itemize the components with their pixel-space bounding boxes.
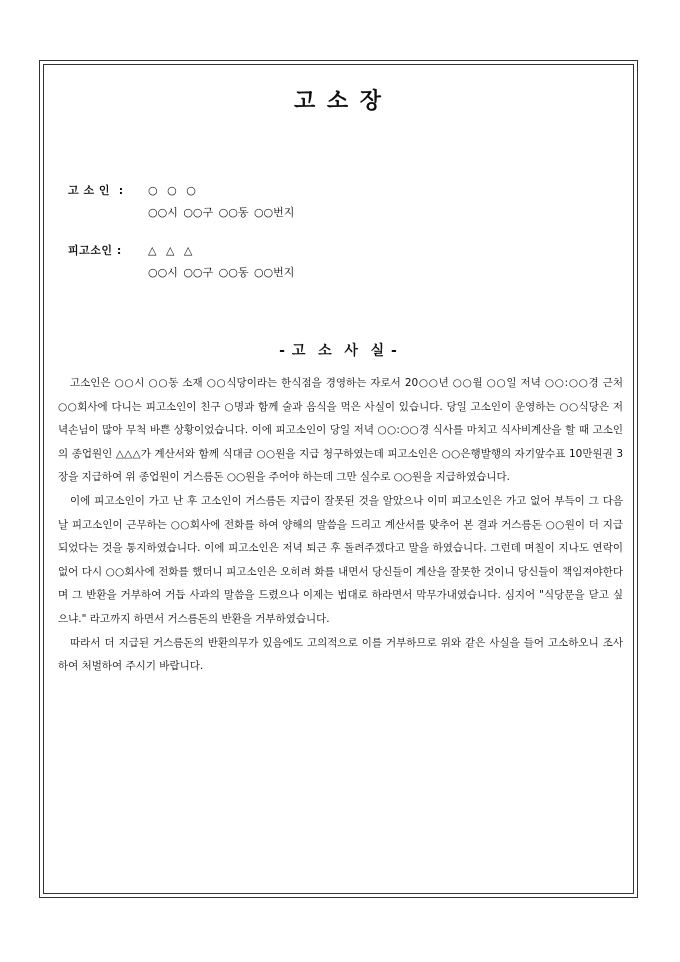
complainant-address: ○○시 ○○구 ○○동 ○○번지 bbox=[148, 206, 295, 219]
complainant-label: 고 소 인 : bbox=[68, 184, 124, 197]
facts-paragraph: 이에 피고소인이 가고 난 후 고소인이 거스름돈 지급이 잘못된 것을 알았으나 이미 피고소인은 가고 없어 부득이 그 다음날 피고소인이 근무하는 ○○회사에 전화를 하여 양해의 말씀을 드리고 계산서를 맞추어 본 결과 거스름돈 ○○원이 더 지급되었다는 것을 통지하였습니다. 이에 피고소인은 저녁 퇴근 후 돌려주겠다고 말을 하였습니다. 그런데 며칠이 지나도 연락이 없어 다시 ○○회사에 전화를 했더니 피고소인은 오히려 화를 내면서 당신들이 계산을 잘못한 것이니 당신들이 책임져야한다며 그 반환을 거부하여 거듭 사과의 말씀을 드렸으나 이제는 법대로 하라면서 막무가내였습니다. 심지어 "식당문을 닫고 싶으냐." 라고까지 하면서 거스름돈의 반환을 거부하였습니다. bbox=[58, 494, 623, 625]
facts-paragraph: 고소인은 ○○시 ○○동 소재 ○○식당이라는 한식점을 경영하는 자로서 20○○년 ○○월 ○○일 저녁 ○○:○○경 근처 ○○회사에 다니는 피고소인이 친구 ○명과 함께 술과 음식을 먹은 사실이 있습니다. 당일 고소인이 운영하는 ○○식당은 저녁손님이 많아 무척 바쁜 상황이었습니다. 이에 피고소인이 당일 저녁 ○○:○○경 식사를 마치고 식사비계산을 할 때 고소인의 종업원인 △△△가 계산서와 함께 식대금 ○○원을 지급 청구하였는데 피고소인은 ○○은행발행의 자기앞수표 10만원권 3장을 지급하여 위 종업원이 거스름돈 ○○원을 주어야 하는데 그만 실수로 ○○원을 지급하였습니다. bbox=[58, 377, 623, 484]
defendant-name: △ △ △ bbox=[148, 244, 196, 257]
complainant-name: ○ ○ ○ bbox=[148, 184, 199, 197]
document-title: 고 소 장 bbox=[293, 88, 384, 114]
facts-heading: - 고 소 사 실 - bbox=[279, 343, 398, 359]
facts-body bbox=[58, 372, 623, 679]
defendant-address: ○○시 ○○구 ○○동 ○○번지 bbox=[148, 266, 295, 279]
defendant-block bbox=[68, 240, 294, 284]
complainant-block bbox=[68, 180, 294, 224]
facts-paragraph: 따라서 더 지급된 거스름돈의 반환의무가 있음에도 고의적으로 이를 거부하므로 위와 같은 사실을 들어 고소하오니 조사하여 처벌하여 주시기 바랍니다. bbox=[58, 636, 623, 673]
defendant-label: 피고소인 : bbox=[68, 244, 122, 257]
